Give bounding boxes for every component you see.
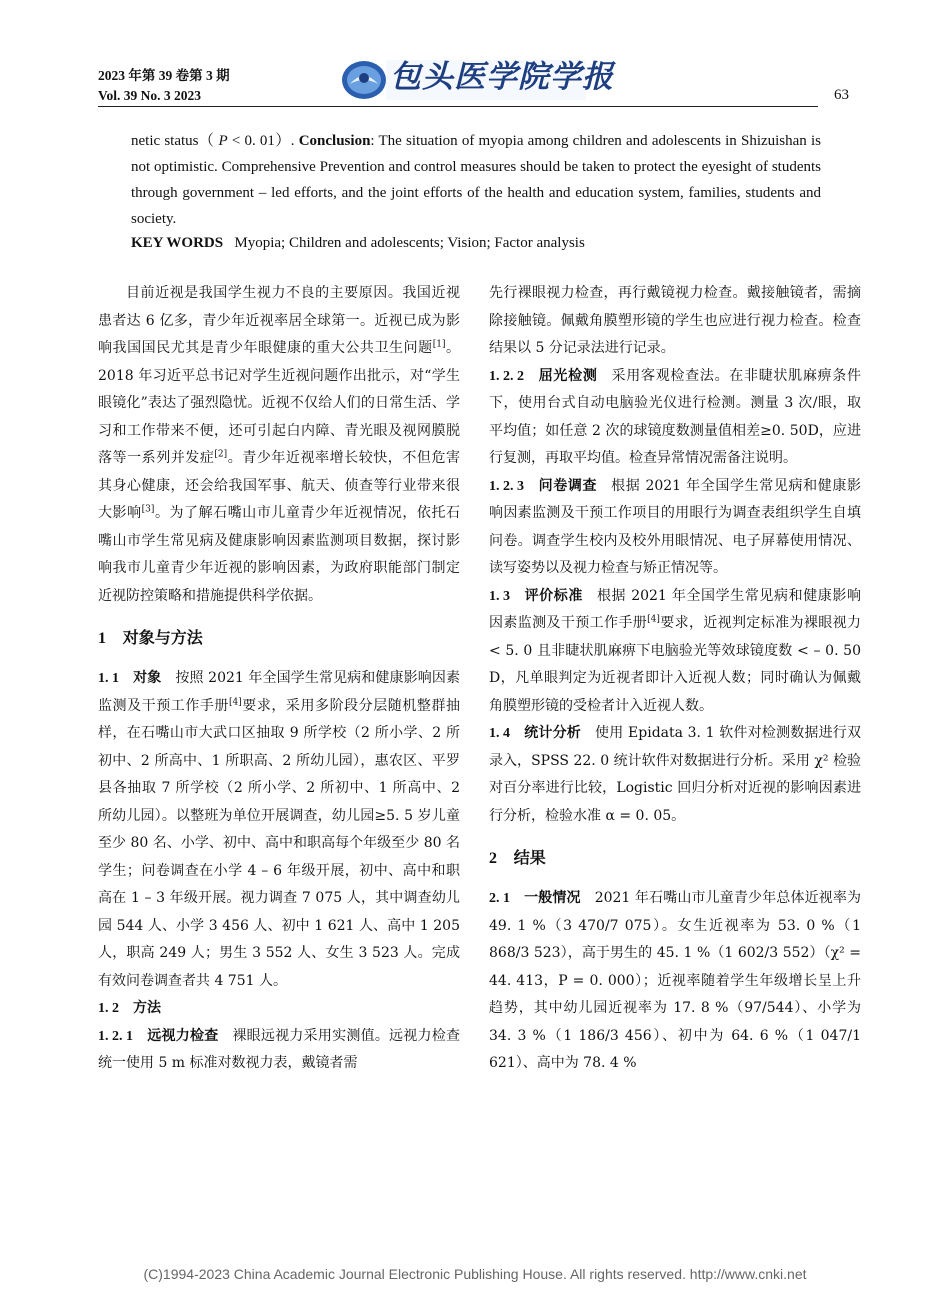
keywords-text: Myopia; Children and adolescents; Vision; Factor analysis — [234, 235, 585, 251]
issue-cn: 2023 年第 39 卷第 3 期 — [98, 68, 230, 83]
subsection-1-4: 1. 4 统计分析 使用 Epidata 3. 1 软件对检测数据进行双录入，SPSS 22. 0 统计软件对数据进行分析。采用 χ² 检验对百分率进行比较，Logistic 回归分析对近视的影响因素进行分析，检验水准 α = 0. 05。 — [489, 725, 861, 824]
left-column — [98, 280, 460, 1078]
subsection-1-1: 1. 1 对象 按照 2021 年全国学生常见病和健康影响因素监测及干预工作手册[4]要求，采用多阶段分层随机整群抽样，在石嘴山市大武口区抽取 9 所学校（2 所小学、2 所初中、2 所高中、1 所职高、2 所幼儿园），惠农区、平罗县各抽取 7 所学校（2 所小学、2 所初中、1 所高中、2 所幼儿园）。以整班为单位开展调查，幼儿园≥5. 5 岁儿童至少 80 名、小学、初中、高中和职高每个年级至少 80 名学生；问卷调查在小学 4 – 6 年级开展，初中、高中和职高在 1 – 3 年级开展。视力调查 7 075 人，其中调查幼儿园 544 人、小学 3 456 人、初中 1 621 人、高中 1 205 人，职高 249 人；男生 3 552 人、女生 3 523 人。完成有效问卷调查者共 4 751 人。 — [98, 670, 461, 989]
subsection-1-2-1-cont: 先行裸眼视力检查，再行戴镜视力检查。戴接触镜者，需摘除接触镜。佩戴角膜塑形镜的学生也应进行视力检查。检查结果以 5 分记录法进行记录。 — [489, 285, 861, 356]
header-rule — [98, 106, 818, 107]
subsection-1-2-2: 1. 2. 2 屈光检测 采用客观检查法。在非睫状肌麻痹条件下，使用台式自动电脑验光仪进行检测。测量 3 次/眼，取平均值；如任意 2 次的球镜度数测量值相差≥0. 50D，应进行复测，再取平均值。检查异常情况需备注说明。 — [489, 367, 862, 466]
page-number: 63 — [834, 87, 849, 103]
intro-paragraph: 目前近视是我国学生视力不良的主要原因。我国近视患者达 6 亿多，青少年近视率居全球第一。近视已成为影响我国国民尤其是青少年眼健康的重大公共卫生问题[1]。2018 年习近平总书记对学生近视问题作出批示，对“学生眼镜化”表达了强烈隐忧。近视不仅给人们的日常生活、学习和工作带来不便，还可引起白内障、青光眼及视网膜脱落等一系列并发症[2]。青少年近视率增长较快，不但危害其身心健康，还会给我国军事、航天、侦查等行业带来很大影响[3]。为了解石嘴山市儿童青少年近视情况，依托石嘴山市学生常见病及健康影响因素监测项目数据，探讨影响我市儿童青少年近视的影响因素，为政府职能部门制定近视防控策略和措施提供科学依据。 — [98, 285, 461, 604]
right-column — [489, 280, 861, 1078]
subsection-1-2-1: 1. 2. 1 远视力检查 裸眼远视力采用实测值。远视力检查统一使用 5 m 标准对数视力表，戴镜者需 — [98, 1027, 461, 1071]
keywords — [131, 230, 821, 256]
issue-info — [98, 66, 230, 106]
abstract-conclusion: netic status（ P < 0. 01）. Conclusion: The situation of myopia among children and adolescents in Shizuishan is not optimistic. Comprehensive Prevention and control measures should be taken to protect the eyesight of students through government – led efforts, and the joint efforts of the health and education system, families, students and society. — [131, 133, 821, 227]
section-heading-1: 1 对象与方法 — [98, 628, 203, 647]
issue-en: Vol. 39 No. 3 2023 — [98, 88, 202, 103]
subsection-1-2: 1. 2 方法 — [98, 1000, 161, 1016]
subsection-1-3: 1. 3 评价标准 根据 2021 年全国学生常见病和健康影响因素监测及干预工作手册[4]要求，近视判定标准为裸眼视力 < 5. 0 且非睫状肌麻痹下电脑验光等效球镜度数 < – 0. 50 D，凡单眼判定为近视者即计入近视人数；同时确认为佩戴角膜塑形镜的受检者计入近视人数。 — [489, 587, 862, 714]
keywords-label: KEY WORDS — [131, 235, 224, 251]
journal-title: 包头医学院学报 — [390, 59, 614, 95]
section-heading-2: 2 结果 — [489, 848, 546, 867]
conclusion-text: : The situation of myopia among children and adolescents in Shizuishan is not optimistic. Comprehensive Prevention and control measures should be taken to protect the eyesight of students through government – led efforts, and the joint efforts of the health and education system, families, students and society. — [131, 133, 821, 227]
subsection-1-2-3: 1. 2. 3 问卷调查 根据 2021 年全国学生常见病和健康影响因素监测及干预工作项目的用眼行为调查表组织学生自填问卷。调查学生校内及校外用眼情况、电子屏幕使用情况、读写姿势以及视力检查与矫正情况等。 — [489, 477, 862, 576]
conclusion-label: Conclusion — [298, 133, 371, 149]
subsection-2-1: 2. 1 一般情况 2021 年石嘴山市儿童青少年总体近视率为 49. 1 %（3 470/7 075）。女生近视率为 53. 0 %（1 868/3 523），高于男生的 45. 1 %（1 602/3 552）（χ² = 44. 413，P = 0. 000）；近视率随着学生年级增长呈上升趋势，其中幼儿园近视率为 17. 8 %（97/544）、小学为 34. 3 %（1 186/3 456）、初中为 64. 6 %（1 047/1 621）、高中为 78. 4 % — [489, 890, 862, 1071]
copyright-footer: (C)1994-2023 China Academic Journal Electronic Publishing House. All rights reserved. http://www.cnki.net — [143, 1266, 807, 1282]
